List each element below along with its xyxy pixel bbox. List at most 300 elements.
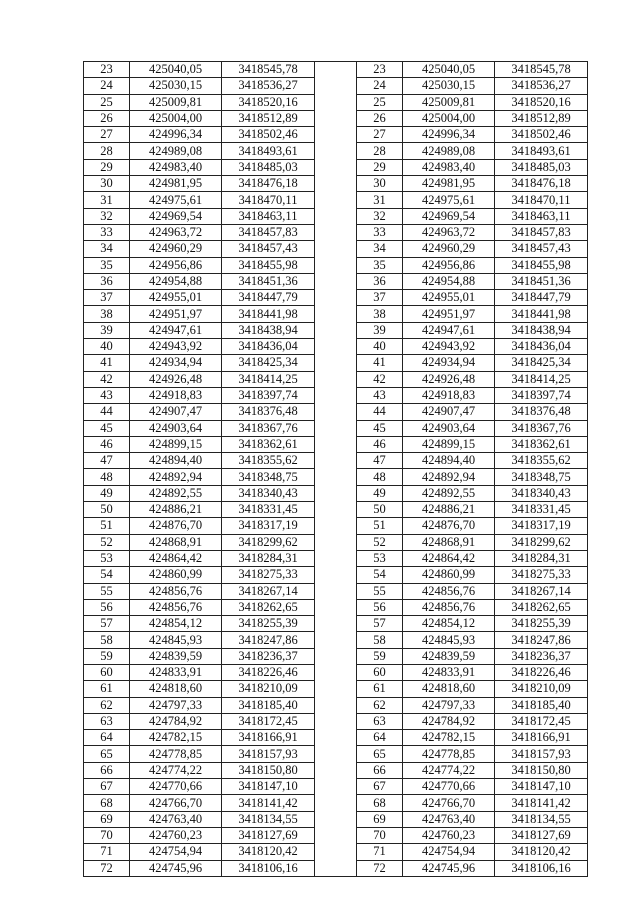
left-point-number-cell: 57: [84, 616, 130, 632]
right-x-coordinate-cell: 424894,40: [403, 453, 495, 469]
left-y-coordinate-cell: 3418185,40: [222, 697, 315, 713]
right-x-coordinate-cell: 424892,55: [403, 485, 495, 501]
right-y-coordinate-cell: 3418340,43: [495, 485, 588, 501]
right-point-number-cell: 66: [357, 762, 403, 778]
table-row: [84, 371, 588, 387]
left-point-number-cell: 36: [84, 273, 130, 289]
column-gap: [315, 746, 357, 762]
table-row: [84, 387, 588, 403]
table-row: [84, 127, 588, 143]
left-point-number-cell: 59: [84, 648, 130, 664]
left-x-coordinate-cell: 424864,42: [130, 550, 222, 566]
left-y-coordinate-cell: 3418348,75: [222, 469, 315, 485]
table-row: [84, 827, 588, 843]
right-point-number-cell: 68: [357, 795, 403, 811]
left-y-coordinate-cell: 3418451,36: [222, 273, 315, 289]
left-point-number-cell: 69: [84, 811, 130, 827]
right-point-number-cell: 42: [357, 371, 403, 387]
right-y-coordinate-cell: 3418447,79: [495, 290, 588, 306]
left-y-coordinate-cell: 3418362,61: [222, 436, 315, 452]
left-x-coordinate-cell: 424845,93: [130, 632, 222, 648]
column-gap: [315, 192, 357, 208]
left-point-number-cell: 38: [84, 306, 130, 322]
right-x-coordinate-cell: 424926,48: [403, 371, 495, 387]
right-y-coordinate-cell: 3418438,94: [495, 322, 588, 338]
left-x-coordinate-cell: 424856,76: [130, 583, 222, 599]
right-x-coordinate-cell: 424903,64: [403, 420, 495, 436]
table-row: [84, 795, 588, 811]
right-y-coordinate-cell: 3418127,69: [495, 827, 588, 843]
right-x-coordinate-cell: 424943,92: [403, 339, 495, 355]
column-gap: [315, 127, 357, 143]
right-y-coordinate-cell: 3418150,80: [495, 762, 588, 778]
right-y-coordinate-cell: 3418545,78: [495, 62, 588, 78]
column-gap: [315, 730, 357, 746]
right-point-number-cell: 38: [357, 306, 403, 322]
right-x-coordinate-cell: 424868,91: [403, 534, 495, 550]
table-row: [84, 208, 588, 224]
left-x-coordinate-cell: 424903,64: [130, 420, 222, 436]
left-x-coordinate-cell: 424981,95: [130, 176, 222, 192]
right-y-coordinate-cell: 3418355,62: [495, 453, 588, 469]
right-y-coordinate-cell: 3418236,37: [495, 648, 588, 664]
left-x-coordinate-cell: 424754,94: [130, 844, 222, 860]
right-x-coordinate-cell: 424989,08: [403, 143, 495, 159]
right-x-coordinate-cell: 425004,00: [403, 110, 495, 126]
right-y-coordinate-cell: 3418425,34: [495, 355, 588, 371]
left-y-coordinate-cell: 3418226,46: [222, 664, 315, 680]
right-point-number-cell: 44: [357, 404, 403, 420]
column-gap: [315, 681, 357, 697]
left-x-coordinate-cell: 424943,92: [130, 339, 222, 355]
left-point-number-cell: 27: [84, 127, 130, 143]
left-x-coordinate-cell: 424926,48: [130, 371, 222, 387]
left-point-number-cell: 67: [84, 779, 130, 795]
table-row: [84, 583, 588, 599]
left-point-number-cell: 31: [84, 192, 130, 208]
left-point-number-cell: 29: [84, 159, 130, 175]
left-y-coordinate-cell: 3418502,46: [222, 127, 315, 143]
left-y-coordinate-cell: 3418520,16: [222, 94, 315, 110]
right-x-coordinate-cell: 424892,94: [403, 469, 495, 485]
left-x-coordinate-cell: 424918,83: [130, 387, 222, 403]
table-row: [84, 94, 588, 110]
left-point-number-cell: 51: [84, 518, 130, 534]
left-point-number-cell: 33: [84, 224, 130, 240]
right-x-coordinate-cell: 424899,15: [403, 436, 495, 452]
left-x-coordinate-cell: 424782,15: [130, 730, 222, 746]
right-x-coordinate-cell: 424778,85: [403, 746, 495, 762]
left-y-coordinate-cell: 3418141,42: [222, 795, 315, 811]
right-y-coordinate-cell: 3418348,75: [495, 469, 588, 485]
right-y-coordinate-cell: 3418106,16: [495, 860, 588, 876]
right-point-number-cell: 43: [357, 387, 403, 403]
left-x-coordinate-cell: 424956,86: [130, 257, 222, 273]
left-point-number-cell: 26: [84, 110, 130, 126]
column-gap: [315, 78, 357, 94]
left-x-coordinate-cell: 425009,81: [130, 94, 222, 110]
right-point-number-cell: 59: [357, 648, 403, 664]
left-x-coordinate-cell: 424763,40: [130, 811, 222, 827]
table-row: [84, 436, 588, 452]
left-y-coordinate-cell: 3418397,74: [222, 387, 315, 403]
table-row: [84, 860, 588, 876]
left-x-coordinate-cell: 424989,08: [130, 143, 222, 159]
right-y-coordinate-cell: 3418210,09: [495, 681, 588, 697]
left-point-number-cell: 65: [84, 746, 130, 762]
column-gap: [315, 599, 357, 615]
table-row: [84, 322, 588, 338]
left-y-coordinate-cell: 3418414,25: [222, 371, 315, 387]
right-x-coordinate-cell: 424934,94: [403, 355, 495, 371]
column-gap: [315, 648, 357, 664]
left-y-coordinate-cell: 3418157,93: [222, 746, 315, 762]
column-gap: [315, 404, 357, 420]
column-gap: [315, 241, 357, 257]
table-row: [84, 550, 588, 566]
right-x-coordinate-cell: 424951,97: [403, 306, 495, 322]
left-y-coordinate-cell: 3418436,04: [222, 339, 315, 355]
column-gap: [315, 583, 357, 599]
right-point-number-cell: 67: [357, 779, 403, 795]
table-row: [84, 241, 588, 257]
table-row: [84, 469, 588, 485]
left-y-coordinate-cell: 3418247,86: [222, 632, 315, 648]
right-point-number-cell: 56: [357, 599, 403, 615]
left-x-coordinate-cell: 424954,88: [130, 273, 222, 289]
right-x-coordinate-cell: 424983,40: [403, 159, 495, 175]
left-point-number-cell: 44: [84, 404, 130, 420]
left-x-coordinate-cell: 424955,01: [130, 290, 222, 306]
table-row: [84, 632, 588, 648]
table-row: [84, 420, 588, 436]
table-row: [84, 502, 588, 518]
table-row: [84, 648, 588, 664]
right-point-number-cell: 54: [357, 567, 403, 583]
right-x-coordinate-cell: 424763,40: [403, 811, 495, 827]
column-gap: [315, 273, 357, 289]
right-y-coordinate-cell: 3418157,93: [495, 746, 588, 762]
left-x-coordinate-cell: 424969,54: [130, 208, 222, 224]
right-x-coordinate-cell: 425009,81: [403, 94, 495, 110]
right-y-coordinate-cell: 3418262,65: [495, 599, 588, 615]
table-row: [84, 713, 588, 729]
left-x-coordinate-cell: 424876,70: [130, 518, 222, 534]
table-row: [84, 616, 588, 632]
right-x-coordinate-cell: 424955,01: [403, 290, 495, 306]
column-gap: [315, 844, 357, 860]
left-y-coordinate-cell: 3418425,34: [222, 355, 315, 371]
left-point-number-cell: 71: [84, 844, 130, 860]
left-point-number-cell: 42: [84, 371, 130, 387]
right-x-coordinate-cell: 424907,47: [403, 404, 495, 420]
left-point-number-cell: 72: [84, 860, 130, 876]
left-x-coordinate-cell: 424892,94: [130, 469, 222, 485]
table-row: [84, 453, 588, 469]
left-y-coordinate-cell: 3418275,33: [222, 567, 315, 583]
left-x-coordinate-cell: 424860,99: [130, 567, 222, 583]
left-x-coordinate-cell: 424899,15: [130, 436, 222, 452]
left-y-coordinate-cell: 3418355,62: [222, 453, 315, 469]
coordinates-table-body: [84, 62, 588, 877]
column-gap: [315, 387, 357, 403]
left-y-coordinate-cell: 3418284,31: [222, 550, 315, 566]
left-point-number-cell: 48: [84, 469, 130, 485]
left-x-coordinate-cell: 424778,85: [130, 746, 222, 762]
left-x-coordinate-cell: 424784,92: [130, 713, 222, 729]
right-y-coordinate-cell: 3418147,10: [495, 779, 588, 795]
left-y-coordinate-cell: 3418299,62: [222, 534, 315, 550]
right-y-coordinate-cell: 3418226,46: [495, 664, 588, 680]
left-point-number-cell: 34: [84, 241, 130, 257]
column-gap: [315, 485, 357, 501]
right-point-number-cell: 29: [357, 159, 403, 175]
left-y-coordinate-cell: 3418331,45: [222, 502, 315, 518]
right-y-coordinate-cell: 3418172,45: [495, 713, 588, 729]
left-x-coordinate-cell: 424774,22: [130, 762, 222, 778]
column-gap: [315, 811, 357, 827]
left-y-coordinate-cell: 3418455,98: [222, 257, 315, 273]
right-point-number-cell: 50: [357, 502, 403, 518]
left-point-number-cell: 49: [84, 485, 130, 501]
right-x-coordinate-cell: 424876,70: [403, 518, 495, 534]
right-point-number-cell: 26: [357, 110, 403, 126]
column-gap: [315, 306, 357, 322]
right-y-coordinate-cell: 3418367,76: [495, 420, 588, 436]
left-y-coordinate-cell: 3418147,10: [222, 779, 315, 795]
left-point-number-cell: 45: [84, 420, 130, 436]
right-point-number-cell: 64: [357, 730, 403, 746]
left-y-coordinate-cell: 3418441,98: [222, 306, 315, 322]
right-point-number-cell: 55: [357, 583, 403, 599]
right-x-coordinate-cell: 424854,12: [403, 616, 495, 632]
right-point-number-cell: 39: [357, 322, 403, 338]
left-y-coordinate-cell: 3418255,39: [222, 616, 315, 632]
right-y-coordinate-cell: 3418451,36: [495, 273, 588, 289]
left-y-coordinate-cell: 3418172,45: [222, 713, 315, 729]
right-point-number-cell: 32: [357, 208, 403, 224]
right-point-number-cell: 36: [357, 273, 403, 289]
left-point-number-cell: 28: [84, 143, 130, 159]
left-point-number-cell: 32: [84, 208, 130, 224]
column-gap: [315, 779, 357, 795]
left-y-coordinate-cell: 3418166,91: [222, 730, 315, 746]
column-gap: [315, 697, 357, 713]
left-y-coordinate-cell: 3418493,61: [222, 143, 315, 159]
left-y-coordinate-cell: 3418376,48: [222, 404, 315, 420]
table-row: [84, 599, 588, 615]
right-x-coordinate-cell: 425030,15: [403, 78, 495, 94]
right-point-number-cell: 34: [357, 241, 403, 257]
left-y-coordinate-cell: 3418120,42: [222, 844, 315, 860]
right-y-coordinate-cell: 3418536,27: [495, 78, 588, 94]
right-point-number-cell: 48: [357, 469, 403, 485]
table-row: [84, 746, 588, 762]
right-point-number-cell: 23: [357, 62, 403, 78]
left-x-coordinate-cell: 424963,72: [130, 224, 222, 240]
table-row: [84, 339, 588, 355]
right-y-coordinate-cell: 3418267,14: [495, 583, 588, 599]
table-row: [84, 306, 588, 322]
column-gap: [315, 502, 357, 518]
left-x-coordinate-cell: 424766,70: [130, 795, 222, 811]
right-point-number-cell: 58: [357, 632, 403, 648]
right-x-coordinate-cell: 424782,15: [403, 730, 495, 746]
right-y-coordinate-cell: 3418463,11: [495, 208, 588, 224]
table-row: [84, 534, 588, 550]
right-x-coordinate-cell: 424864,42: [403, 550, 495, 566]
left-point-number-cell: 66: [84, 762, 130, 778]
table-row: [84, 844, 588, 860]
column-gap: [315, 290, 357, 306]
left-x-coordinate-cell: 424760,23: [130, 827, 222, 843]
right-x-coordinate-cell: 424745,96: [403, 860, 495, 876]
column-gap: [315, 567, 357, 583]
right-x-coordinate-cell: 424766,70: [403, 795, 495, 811]
left-point-number-cell: 24: [84, 78, 130, 94]
right-y-coordinate-cell: 3418457,43: [495, 241, 588, 257]
right-y-coordinate-cell: 3418120,42: [495, 844, 588, 860]
right-x-coordinate-cell: 424886,21: [403, 502, 495, 518]
right-y-coordinate-cell: 3418520,16: [495, 94, 588, 110]
left-y-coordinate-cell: 3418236,37: [222, 648, 315, 664]
right-x-coordinate-cell: 424770,66: [403, 779, 495, 795]
right-x-coordinate-cell: 424969,54: [403, 208, 495, 224]
right-point-number-cell: 65: [357, 746, 403, 762]
right-y-coordinate-cell: 3418502,46: [495, 127, 588, 143]
left-y-coordinate-cell: 3418367,76: [222, 420, 315, 436]
left-x-coordinate-cell: 424745,96: [130, 860, 222, 876]
left-x-coordinate-cell: 425030,15: [130, 78, 222, 94]
right-point-number-cell: 51: [357, 518, 403, 534]
right-point-number-cell: 72: [357, 860, 403, 876]
left-y-coordinate-cell: 3418262,65: [222, 599, 315, 615]
left-x-coordinate-cell: 425040,05: [130, 62, 222, 78]
right-y-coordinate-cell: 3418255,39: [495, 616, 588, 632]
right-x-coordinate-cell: 424845,93: [403, 632, 495, 648]
table-row: [84, 518, 588, 534]
left-point-number-cell: 61: [84, 681, 130, 697]
left-x-coordinate-cell: 424892,55: [130, 485, 222, 501]
right-x-coordinate-cell: 424760,23: [403, 827, 495, 843]
left-point-number-cell: 47: [84, 453, 130, 469]
column-gap: [315, 436, 357, 452]
left-point-number-cell: 60: [84, 664, 130, 680]
right-y-coordinate-cell: 3418134,55: [495, 811, 588, 827]
right-point-number-cell: 31: [357, 192, 403, 208]
left-point-number-cell: 30: [84, 176, 130, 192]
left-x-coordinate-cell: 424839,59: [130, 648, 222, 664]
right-y-coordinate-cell: 3418317,19: [495, 518, 588, 534]
left-point-number-cell: 39: [84, 322, 130, 338]
left-point-number-cell: 35: [84, 257, 130, 273]
right-point-number-cell: 30: [357, 176, 403, 192]
left-point-number-cell: 56: [84, 599, 130, 615]
table-row: [84, 697, 588, 713]
table-row: [84, 681, 588, 697]
right-point-number-cell: 35: [357, 257, 403, 273]
column-gap: [315, 860, 357, 876]
left-y-coordinate-cell: 3418485,03: [222, 159, 315, 175]
column-gap: [315, 322, 357, 338]
column-gap: [315, 224, 357, 240]
column-gap: [315, 420, 357, 436]
right-x-coordinate-cell: 424960,29: [403, 241, 495, 257]
right-y-coordinate-cell: 3418476,18: [495, 176, 588, 192]
left-x-coordinate-cell: 424856,76: [130, 599, 222, 615]
left-y-coordinate-cell: 3418470,11: [222, 192, 315, 208]
left-point-number-cell: 23: [84, 62, 130, 78]
column-gap: [315, 143, 357, 159]
column-gap: [315, 355, 357, 371]
right-y-coordinate-cell: 3418331,45: [495, 502, 588, 518]
right-x-coordinate-cell: 424918,83: [403, 387, 495, 403]
left-x-coordinate-cell: 425004,00: [130, 110, 222, 126]
left-x-coordinate-cell: 424886,21: [130, 502, 222, 518]
column-gap: [315, 453, 357, 469]
left-point-number-cell: 55: [84, 583, 130, 599]
right-x-coordinate-cell: 424860,99: [403, 567, 495, 583]
left-point-number-cell: 40: [84, 339, 130, 355]
left-x-coordinate-cell: 424797,33: [130, 697, 222, 713]
left-point-number-cell: 50: [84, 502, 130, 518]
right-point-number-cell: 70: [357, 827, 403, 843]
left-x-coordinate-cell: 424868,91: [130, 534, 222, 550]
column-gap: [315, 550, 357, 566]
coordinates-sheet: [83, 61, 588, 877]
right-point-number-cell: 41: [357, 355, 403, 371]
table-row: [84, 224, 588, 240]
right-point-number-cell: 52: [357, 534, 403, 550]
right-y-coordinate-cell: 3418284,31: [495, 550, 588, 566]
column-gap: [315, 713, 357, 729]
right-y-coordinate-cell: 3418470,11: [495, 192, 588, 208]
table-row: [84, 192, 588, 208]
table-row: [84, 355, 588, 371]
right-point-number-cell: 25: [357, 94, 403, 110]
right-x-coordinate-cell: 424818,60: [403, 681, 495, 697]
right-y-coordinate-cell: 3418455,98: [495, 257, 588, 273]
right-point-number-cell: 63: [357, 713, 403, 729]
column-gap: [315, 518, 357, 534]
left-x-coordinate-cell: 424983,40: [130, 159, 222, 175]
right-y-coordinate-cell: 3418397,74: [495, 387, 588, 403]
left-x-coordinate-cell: 424770,66: [130, 779, 222, 795]
left-x-coordinate-cell: 424894,40: [130, 453, 222, 469]
left-y-coordinate-cell: 3418457,43: [222, 241, 315, 257]
right-y-coordinate-cell: 3418493,61: [495, 143, 588, 159]
right-point-number-cell: 71: [357, 844, 403, 860]
left-x-coordinate-cell: 424854,12: [130, 616, 222, 632]
right-x-coordinate-cell: 424963,72: [403, 224, 495, 240]
left-y-coordinate-cell: 3418447,79: [222, 290, 315, 306]
left-x-coordinate-cell: 424960,29: [130, 241, 222, 257]
right-y-coordinate-cell: 3418299,62: [495, 534, 588, 550]
left-y-coordinate-cell: 3418512,89: [222, 110, 315, 126]
left-y-coordinate-cell: 3418536,27: [222, 78, 315, 94]
column-gap: [315, 62, 357, 78]
left-point-number-cell: 63: [84, 713, 130, 729]
table-row: [84, 567, 588, 583]
right-point-number-cell: 46: [357, 436, 403, 452]
table-row: [84, 664, 588, 680]
left-y-coordinate-cell: 3418340,43: [222, 485, 315, 501]
right-y-coordinate-cell: 3418457,83: [495, 224, 588, 240]
column-gap: [315, 257, 357, 273]
column-gap: [315, 632, 357, 648]
table-row: [84, 110, 588, 126]
right-x-coordinate-cell: 424856,76: [403, 599, 495, 615]
